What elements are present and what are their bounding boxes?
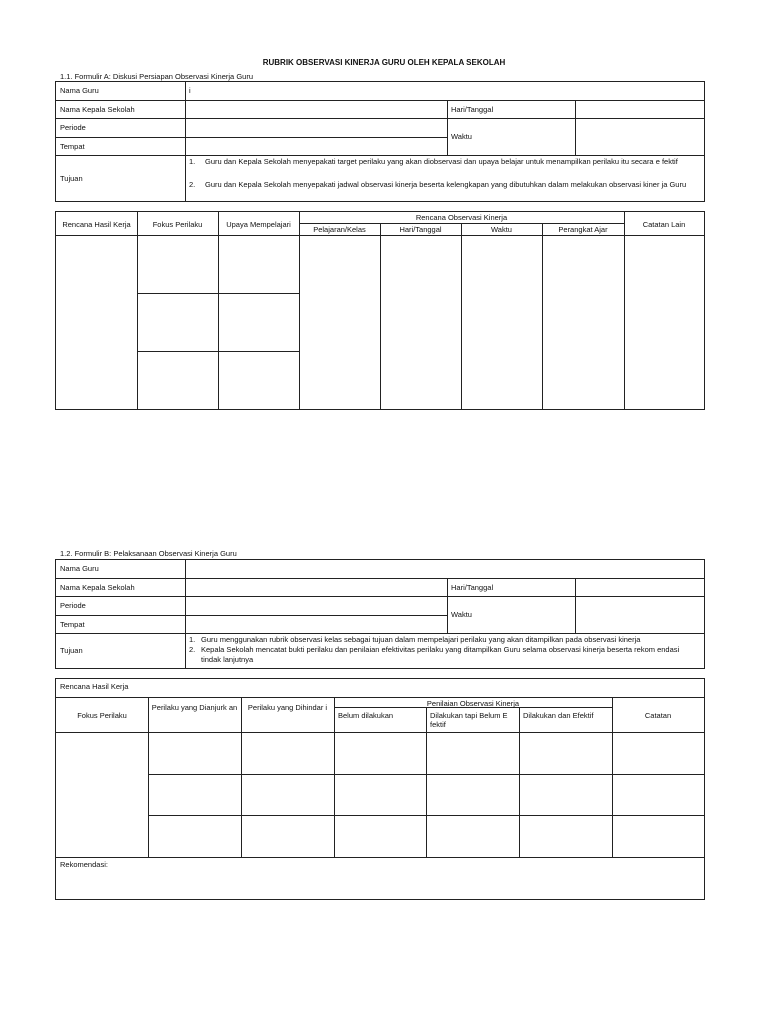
label-tempat: Tempat [60,142,85,151]
tujuan-item: Guru dan Kepala Sekolah menyepakati jadwal observasi kinerja beserta kelengkapan yang dibutuhkan dalam melakukan observasi kiner ja Guru [205,180,687,189]
tujuan-item: Guru menggunakan rubrik observasi kelas sebagai tujuan dalam mempelajari perilaku yang akan ditampilkan pada observasi kinerja [201,635,641,644]
header-waktu: Waktu [491,225,512,234]
tujuan-item: Guru dan Kepala Sekolah menyepakati target perilaku yang akan diobservasi dan upaya belajar untuk menampilkan perilaku itu secara e fektif [205,157,678,166]
label-tujuan: Tujuan [60,646,83,655]
header-perangkat-ajar: Perangkat Ajar [558,225,608,234]
header-hari-tanggal: Hari/Tanggal [399,225,442,234]
header-rencana-hasil-kerja: Rencana Hasil Kerja [60,682,129,691]
header-perilaku-dihindari: Perilaku yang Dihindar i [247,703,328,712]
label-waktu: Waktu [451,132,472,141]
header-perilaku-dianjurkan: Perilaku yang Dianjurk an [151,703,238,712]
form-b-assessment-table [55,678,705,900]
form-b-heading: 1.2. Formulir B: Pelaksanaan Observasi Kinerja Guru [60,549,237,558]
label-nama-guru: Nama Guru [60,86,99,95]
label-nama-kepala-sekolah: Nama Kepala Sekolah [60,583,135,592]
label-hari-tanggal: Hari/Tanggal [451,583,494,592]
label-nama-guru: Nama Guru [60,564,99,573]
header-fokus-perilaku: Fokus Perilaku [77,711,127,720]
header-dilakukan-efektif: Dilakukan dan Efektif [523,711,594,720]
label-periode: Periode [60,601,86,610]
header-upaya-mempelajari: Upaya Mempelajari [226,220,291,229]
header-penilaian-observasi-kinerja: Penilaian Observasi Kinerja [426,699,520,708]
tujuan-item-number: 1. [189,635,196,644]
header-catatan-lain: Catatan Lain [642,220,686,229]
header-rencana-hasil-kerja: Rencana Hasil Kerja [62,220,131,229]
form-a-heading: 1.1. Formulir A: Diskusi Persiapan Observasi Kinerja Guru [60,72,253,81]
header-rencana-observasi-kinerja: Rencana Observasi Kinerja [415,213,508,222]
document-title: RUBRIK OBSERVASI KINERJA GURU OLEH KEPALA SEKOLAH [262,58,506,67]
form-a-info-table [55,81,705,202]
tujuan-item: Kepala Sekolah mencatat bukti perilaku dan penilaian efektivitas perilaku yang ditampilkan Guru selama observasi kinerja beserta rekom endasi tindak lanjutnya [201,645,680,664]
label-nama-kepala-sekolah: Nama Kepala Sekolah [60,105,135,114]
label-tujuan: Tujuan [60,174,83,183]
value-nama-guru: i [189,86,191,95]
tujuan-item-number: 1. [189,157,196,166]
tujuan-item-number: 2. [189,645,196,654]
label-rekomendasi: Rekomendasi: [60,860,108,869]
form-b-info-table [55,559,705,669]
header-fokus-perilaku: Fokus Perilaku [152,220,203,229]
form-a-plan-table [55,211,705,410]
label-tempat: Tempat [60,620,85,629]
header-belum-dilakukan: Belum dilakukan [338,711,394,720]
header-pelajaran-kelas: Pelajaran/Kelas [313,225,366,234]
label-periode: Periode [60,123,86,132]
tujuan-item-number: 2. [189,180,196,189]
label-waktu: Waktu [451,610,472,619]
header-dilakukan-belum-efektif: Dilakukan tapi Belum E fektif [430,711,508,729]
header-catatan: Catatan [644,711,672,720]
label-hari-tanggal: Hari/Tanggal [451,105,494,114]
